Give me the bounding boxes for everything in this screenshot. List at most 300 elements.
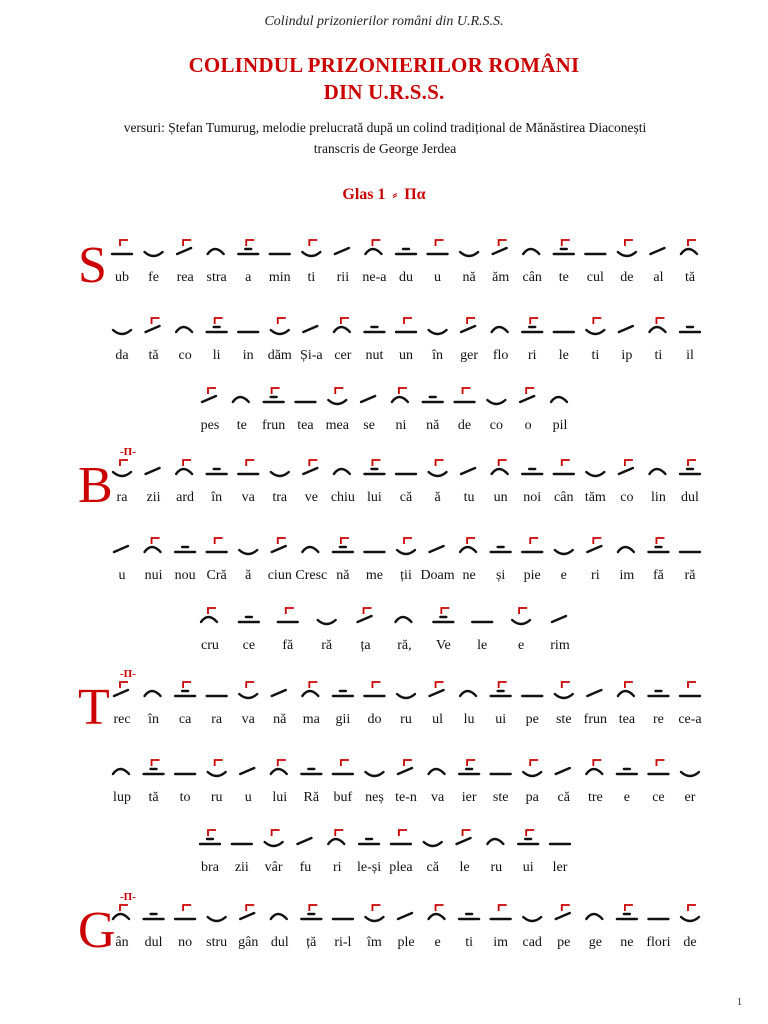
lyrics-row (0, 790, 768, 810)
neume-icon (554, 460, 574, 474)
neume-icon (392, 388, 408, 402)
lyric-syllable: dăm (267, 348, 292, 363)
neume-icon (649, 318, 665, 332)
lyric-syllable: zii (234, 860, 249, 875)
lyric-syllable: pe (557, 935, 571, 950)
neume-icon (619, 326, 633, 332)
neume-row (0, 895, 768, 935)
neume-icon (523, 760, 541, 776)
neume-icon (112, 240, 132, 254)
neume-icon (395, 617, 411, 622)
lyric-syllable: fu (299, 860, 312, 875)
verses-credit: versuri: Ștefan Tumurug, melodie prelucrată după un colind tradițional de Mănăstirea Diaconești (123, 120, 647, 135)
neume-icon (361, 396, 375, 402)
lyric-syllable: bra (201, 860, 219, 875)
lyric-syllable: Doam (420, 568, 455, 583)
neume-icon (208, 249, 224, 254)
drop-cap: S (78, 237, 107, 294)
lyric-syllable: ger (460, 348, 479, 363)
neume-icon (335, 248, 349, 254)
neume-icon (208, 917, 226, 921)
lyric-syllable: te-n (395, 790, 417, 805)
lyric-syllable: re (652, 712, 664, 727)
lyric-syllable: ce-a (678, 712, 702, 727)
neume-icon (113, 905, 129, 919)
neume-icon (239, 682, 257, 698)
lyric-syllable: și (495, 568, 506, 583)
lyrics-row (0, 568, 768, 588)
neume-icon (587, 538, 601, 552)
lyrics-row (0, 270, 768, 290)
neume-icon (358, 608, 372, 622)
neume-icon (238, 460, 258, 474)
lyric-syllable: mea (325, 418, 349, 433)
mode-label: Glas 1 (342, 186, 386, 203)
lyric-syllable: rim (550, 638, 570, 653)
lyric-syllable: in (242, 348, 254, 363)
neume-icon (333, 538, 353, 552)
lyric-syllable: ub (115, 270, 129, 285)
neume-icon (429, 460, 447, 476)
neume-icon (522, 318, 542, 332)
lyric-syllable: ge (588, 935, 602, 950)
neume-icon (681, 772, 699, 776)
lyric-syllable: u (244, 790, 252, 805)
lyric-syllable: că (399, 490, 413, 505)
neume-icon (522, 469, 542, 474)
neume-icon (364, 327, 384, 332)
neume-icon (333, 760, 353, 774)
lyrics-row (0, 860, 768, 880)
neume-icon (397, 538, 415, 554)
lyric-syllable: de (620, 270, 634, 285)
lyric-syllable: tra (272, 490, 288, 505)
neume-icon (556, 905, 570, 919)
lyric-syllable: ră (321, 638, 333, 653)
neume-icon (333, 691, 353, 696)
neume-icon (146, 468, 160, 474)
running-header: Colindul prizonierilor români din U.R.S.S. (264, 14, 504, 29)
neume-icon (144, 760, 164, 774)
lyric-syllable: ni (395, 418, 407, 433)
music-line (0, 378, 768, 448)
lyric-syllable: tă (148, 348, 159, 363)
lyric-syllable: ri (591, 568, 600, 583)
lyric-syllable: ple (397, 935, 415, 950)
neume-icon (145, 691, 161, 696)
title-line-1: COLINDUL PRIZONIERILOR ROMÂNI (188, 53, 580, 77)
lyric-syllable: chiu (330, 490, 355, 505)
music-line (0, 598, 768, 668)
neume-icon (520, 388, 534, 402)
neume-icon (618, 682, 634, 696)
lyric-syllable: în (432, 348, 443, 363)
lyric-syllable: ip (621, 348, 633, 363)
pi-mark: -Π- (120, 891, 136, 903)
music-line (0, 450, 768, 520)
lyric-syllable: ru (400, 712, 412, 727)
lyric-syllable: un (399, 348, 413, 363)
lyric-syllable: va (241, 712, 255, 727)
lyric-syllable: ui (495, 712, 507, 727)
neume-icon (522, 538, 542, 552)
lyric-syllable: tre (587, 790, 603, 805)
lyric-syllable: im (619, 568, 635, 583)
neume-icon (271, 760, 287, 774)
lyric-syllable: tea (297, 418, 314, 433)
lyric-syllable: o (524, 418, 532, 433)
lyric-syllable: er (684, 790, 696, 805)
lyric-syllable: ri (332, 860, 342, 875)
lyric-syllable: ră, (397, 638, 412, 653)
lyric-syllable: Cră (206, 568, 227, 583)
neume-icon (429, 330, 447, 334)
neume-icon (457, 830, 471, 844)
neume-icon (113, 460, 131, 476)
lyric-syllable: în (148, 712, 159, 727)
lyric-syllable: se (363, 418, 375, 433)
neume-icon (586, 914, 602, 919)
lyric-syllable: că (557, 790, 570, 805)
lyrics-row (0, 418, 768, 438)
neume-icon (556, 768, 570, 774)
lyric-syllable: tă (148, 790, 159, 805)
neume-row (0, 230, 768, 270)
lyric-syllable: ler (552, 860, 568, 875)
neume-icon (487, 839, 503, 844)
neume-icon (176, 327, 192, 332)
lyric-syllable: li (212, 348, 221, 363)
lyric-syllable: cer (334, 348, 352, 363)
neume-row (0, 308, 768, 348)
neume-icon (175, 905, 195, 919)
lyric-syllable: lu (463, 712, 475, 727)
neume-icon (680, 327, 700, 332)
lyric-syllable: le (477, 638, 488, 653)
lyric-syllable: gân (238, 935, 259, 950)
lyric-syllable: le (558, 348, 569, 363)
lyric-syllable: ță (306, 935, 317, 950)
neume-icon (555, 682, 573, 698)
neume-icon (586, 472, 604, 476)
lyric-syllable: Și-a (300, 348, 323, 363)
lyric-syllable: tă (684, 270, 696, 285)
neume-icon (144, 914, 164, 919)
transcription-credit: transcris de George Jerdea (313, 141, 457, 156)
neume-icon (424, 842, 442, 846)
lyric-syllable: ui (522, 860, 534, 875)
lyric-syllable: ul (432, 712, 443, 727)
neume-icon (423, 397, 443, 402)
neume-icon (175, 547, 195, 552)
lyric-syllable: pa (525, 790, 539, 805)
neume-icon (552, 616, 566, 622)
neume-icon (650, 248, 664, 254)
neume-icon (459, 760, 479, 774)
neume-icon (303, 460, 317, 474)
lyric-syllable: ce (652, 790, 665, 805)
lyric-syllable: u (118, 568, 126, 583)
lyric-syllable: ri (527, 348, 537, 363)
music-line (0, 308, 768, 378)
neume-icon (398, 913, 412, 919)
lyric-syllable: nui (144, 568, 163, 583)
lyric-syllable: fă (652, 568, 664, 583)
neume-icon (365, 772, 383, 776)
neume-icon (240, 905, 254, 919)
neume-icon (318, 620, 336, 624)
lyric-syllable: ri-l (334, 935, 352, 950)
neume-icon (301, 905, 321, 919)
lyric-syllable: rec (113, 712, 131, 727)
lyric-syllable: rea (176, 270, 194, 285)
lyric-syllable: pes (200, 418, 220, 433)
neume-icon (680, 460, 700, 474)
lyric-syllable: ve (304, 490, 318, 505)
lyric-syllable: do (367, 712, 382, 727)
neume-icon (334, 469, 350, 474)
neume-icon (302, 240, 320, 256)
lyric-syllable: va (430, 790, 445, 805)
neume-icon (238, 240, 258, 254)
neume-icon (681, 905, 699, 921)
neume-icon (459, 914, 479, 919)
lyric-syllable: nă (462, 270, 476, 285)
neume-icon (177, 240, 191, 254)
neume-icon (233, 397, 249, 402)
neume-row (0, 528, 768, 568)
neume-icon (364, 460, 384, 474)
neume-icon (302, 682, 318, 696)
lyric-syllable: în (211, 490, 223, 505)
lyric-syllable: ăm (492, 270, 510, 285)
lyric-syllable: nut (365, 348, 384, 363)
neume-icon (648, 538, 668, 552)
mode-signature (0, 186, 768, 204)
lyric-syllable: plea (389, 860, 413, 875)
lyric-syllable: lui (272, 790, 288, 805)
neume-icon (272, 538, 286, 552)
title-line-2: DIN U.R.S.S. (323, 80, 445, 104)
lyric-syllable: va (241, 490, 255, 505)
lyric-syllable: flori (646, 935, 671, 950)
credits (90, 117, 680, 159)
lyric-syllable: ste (492, 790, 509, 805)
neume-icon (297, 838, 311, 844)
neume-icon (271, 318, 289, 334)
lyric-syllable: ard (176, 490, 195, 505)
neume-icon (430, 682, 444, 696)
pi-mark: -Π- (120, 446, 136, 458)
neume-icon (208, 760, 226, 776)
lyric-syllable: flo (492, 348, 509, 363)
music-line (0, 750, 768, 820)
neume-icon (264, 388, 284, 402)
music-line (0, 895, 768, 965)
lyric-syllable: nă (336, 568, 350, 583)
lyric-syllable: dul (144, 935, 163, 950)
lyric-syllable: dul (270, 935, 289, 950)
lyrics-row (0, 638, 768, 658)
neume-icon (397, 694, 415, 698)
lyric-syllable: min (268, 270, 291, 285)
lyric-syllable: ne (462, 568, 476, 583)
lyric-syllable: u (434, 270, 442, 285)
neume-icon (618, 240, 636, 256)
lyric-syllable: du (399, 270, 413, 285)
neume-row (0, 598, 768, 638)
neume-row (0, 672, 768, 712)
lyric-syllable: dul (681, 490, 699, 505)
lyric-syllable: e (518, 638, 525, 653)
neume-icon (587, 690, 601, 696)
neume-icon (554, 240, 574, 254)
lyric-syllable: noi (523, 490, 542, 505)
lyric-syllable: il (686, 348, 694, 363)
neume-icon (512, 608, 530, 624)
lyric-syllable: ma (302, 712, 320, 727)
neume-icon (649, 469, 665, 474)
neume-icon (114, 682, 128, 696)
neume-icon (113, 769, 129, 774)
lyric-syllable: e (434, 935, 441, 950)
lyric-syllable: rii (336, 270, 350, 285)
lyric-syllable: co (620, 490, 634, 505)
lyric-syllable: cad (522, 935, 542, 950)
mode-martyria: Πα (404, 186, 426, 203)
neume-icon (328, 388, 346, 404)
neume-icon (207, 469, 227, 474)
lyric-syllable: to (179, 790, 191, 805)
lyric-syllable: no (178, 935, 193, 950)
lyric-syllable: al (653, 270, 664, 285)
lyric-syllable: ier (461, 790, 477, 805)
lyric-syllable: te (236, 418, 247, 433)
neume-icon (648, 691, 668, 696)
lyric-syllable: a (245, 270, 252, 285)
neume-icon (201, 608, 217, 622)
lyric-syllable: de (683, 935, 697, 950)
lyric-syllable: vâr (264, 860, 283, 875)
neume-icon (648, 760, 668, 774)
lyric-syllable: fe (148, 270, 159, 285)
lyric-syllable: ca (178, 712, 192, 727)
neume-row (0, 750, 768, 790)
neume-icon (523, 917, 541, 921)
neume-icon (681, 240, 697, 254)
neume-icon (207, 318, 227, 332)
neume-icon (146, 318, 160, 332)
neume-icon (396, 318, 416, 332)
lyric-syllable: neș (365, 790, 384, 805)
lyric-syllable: ța (360, 638, 371, 653)
neume-icon (461, 468, 475, 474)
neume-icon (202, 388, 216, 402)
music-line (0, 528, 768, 598)
neume-icon (239, 550, 257, 554)
lyric-syllable: ții (400, 568, 412, 583)
neume-icon (272, 690, 286, 696)
lyric-syllable: stra (206, 270, 227, 285)
neume-icon (523, 249, 539, 254)
page-number: 1 (737, 997, 742, 1008)
lyric-syllable: me (365, 568, 383, 583)
neume-icon (328, 830, 344, 844)
neume-row (0, 378, 768, 418)
lyric-syllable: de (457, 418, 472, 433)
neume-icon (429, 905, 445, 919)
neume-icon (433, 608, 453, 622)
martyria-sign-icon: ⸗ (392, 188, 398, 203)
neume-icon (278, 608, 298, 622)
lyric-syllable: e (623, 790, 630, 805)
neume-icon (455, 388, 475, 402)
neume-icon (302, 547, 318, 552)
neume-icon (240, 768, 254, 774)
lyric-syllable: Ve (435, 638, 451, 653)
neume-icon (365, 905, 383, 921)
lyric-syllable: ru (490, 860, 503, 875)
lyric-syllable: ân (115, 935, 129, 950)
lyric-syllable: îm (367, 935, 382, 950)
neume-icon (396, 249, 416, 254)
lyric-syllable: ă (245, 568, 252, 583)
neume-row (0, 450, 768, 490)
neume-icon (200, 830, 220, 844)
music-line (0, 230, 768, 300)
lyric-syllable: da (115, 348, 129, 363)
lyric-syllable: ti (654, 348, 663, 363)
neume-icon (518, 830, 538, 844)
lyric-syllable: gii (335, 712, 351, 727)
neume-icon (586, 318, 604, 334)
lyric-syllable: stru (206, 935, 228, 950)
lyric-syllable: un (493, 490, 508, 505)
neume-icon (265, 830, 283, 846)
lyric-syllable: ne-a (362, 270, 387, 285)
neume-icon (271, 914, 287, 919)
lyric-syllable: ti (307, 270, 316, 285)
lyric-syllable: ste (555, 712, 572, 727)
neume-icon (618, 547, 634, 552)
neume-icon (334, 318, 350, 332)
lyric-syllable: nă (273, 712, 287, 727)
neume-icon (145, 538, 161, 552)
lyric-syllable: fă (282, 638, 294, 653)
drop-cap: B (78, 457, 113, 514)
neume-icon (460, 252, 478, 256)
neume-icon (460, 538, 476, 552)
lyric-syllable: ti (465, 935, 473, 950)
lyric-syllable: e (560, 568, 567, 583)
lyric-syllable: co (489, 418, 503, 433)
neume-icon (364, 682, 384, 696)
neume-icon (492, 327, 508, 332)
lyric-syllable: ru (210, 790, 223, 805)
neume-icon (680, 682, 700, 696)
music-line (0, 820, 768, 890)
neume-icon (114, 546, 128, 552)
lyric-syllable: Cresc (295, 568, 328, 583)
neume-icon (487, 400, 505, 404)
neume-icon (586, 760, 602, 774)
lyric-syllable: le-și (357, 860, 382, 875)
lyric-syllable: ră (684, 568, 696, 583)
lyric-syllable: le (459, 860, 470, 875)
lyric-syllable: lup (113, 790, 131, 805)
lyric-syllable: frun (261, 418, 286, 433)
neume-icon (301, 769, 321, 774)
